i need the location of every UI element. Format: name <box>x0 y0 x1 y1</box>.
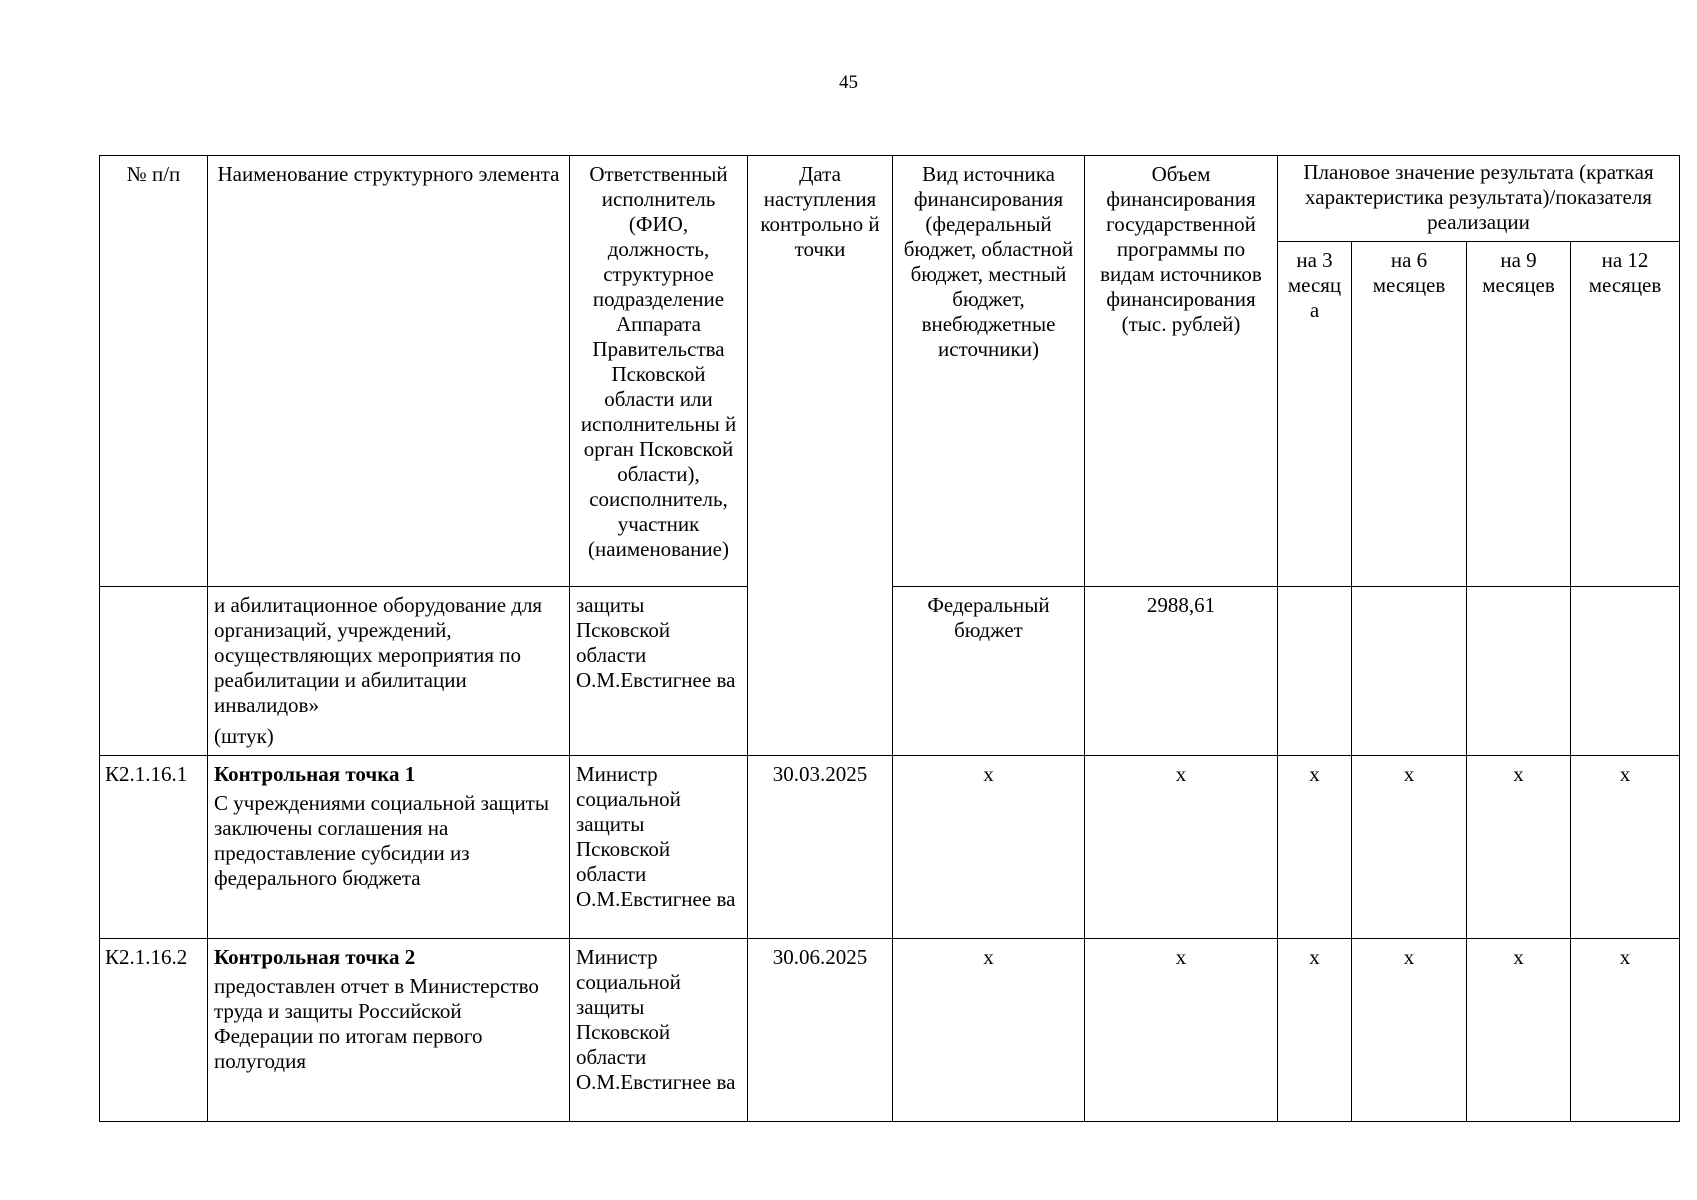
cont-unit: (штук) <box>214 724 274 748</box>
row-m3: х <box>1278 939 1352 1122</box>
row-m9: х <box>1467 939 1571 1122</box>
row-source: х <box>893 939 1085 1122</box>
cont-m9 <box>1467 587 1571 756</box>
header-m12: на 12 месяцев <box>1571 242 1680 587</box>
row-date: 30.06.2025 <box>748 939 893 1122</box>
cont-m3 <box>1278 587 1352 756</box>
row-m6: х <box>1352 939 1467 1122</box>
row-m6: х <box>1352 756 1467 939</box>
table-row <box>100 756 1680 939</box>
cont-volume: 2988,61 <box>1085 587 1278 756</box>
header-responsible: Ответственный исполнитель (ФИО, должность, структурное подразделение Аппарата Правительства Псковской области или исполнительны й орган Псковской области), соисполнитель, участник (наименование) <box>570 156 748 587</box>
header-volume: Объем финансирования государственной программы по видам источников финансирования (тыс. рублей) <box>1085 156 1278 587</box>
row-responsible: Министр социальной защиты Псковской области О.М.Евстигнее ва <box>570 756 748 939</box>
header-m6: на 6 месяцев <box>1352 242 1467 587</box>
cont-responsible: защиты Псковской области О.М.Евстигнее ва <box>570 587 748 756</box>
page-number: 45 <box>839 72 858 93</box>
header-m9: на 9 месяцев <box>1467 242 1571 587</box>
header-date: Дата наступления контрольно й точки <box>748 156 893 756</box>
cont-source: Федеральный бюджет <box>893 587 1085 756</box>
row-name <box>208 939 570 1122</box>
row-source: х <box>893 756 1085 939</box>
cont-num <box>100 587 208 756</box>
row-responsible: Министр социальной защиты Псковской области О.М.Евстигнее ва <box>570 939 748 1122</box>
row-num: К2.1.16.2 <box>100 939 208 1122</box>
row-title: Контрольная точка 1 <box>214 762 416 786</box>
header-row <box>100 156 1680 242</box>
header-source: Вид источника финансирования (федеральный бюджет, областной бюджет, местный бюджет, внебюджетные источники) <box>893 156 1085 587</box>
header-plan: Плановое значение результата (краткая характеристика результата)/показателя реализации <box>1278 156 1680 242</box>
row-m12: х <box>1571 756 1680 939</box>
row-desc: С учреждениями социальной защиты заключены соглашения на предоставление субсидии из федерального бюджета <box>214 791 549 890</box>
row-volume: х <box>1085 756 1278 939</box>
header-name: Наименование структурного элемента <box>208 156 570 587</box>
header-num: № п/п <box>100 156 208 587</box>
row-name <box>208 756 570 939</box>
row-m9: х <box>1467 756 1571 939</box>
control-points-table <box>99 155 1680 1122</box>
row-date: 30.03.2025 <box>748 756 893 939</box>
header-m3: на 3 месяц а <box>1278 242 1352 587</box>
row-desc: предоставлен отчет в Министерство труда и защиты Российской Федерации по итогам первого полугодия <box>214 974 539 1073</box>
row-title: Контрольная точка 2 <box>214 945 416 969</box>
cont-m12 <box>1571 587 1680 756</box>
row-m3: х <box>1278 756 1352 939</box>
table-row <box>100 939 1680 1122</box>
row-num: К2.1.16.1 <box>100 756 208 939</box>
cont-m6 <box>1352 587 1467 756</box>
cont-name <box>208 587 570 756</box>
row-volume: х <box>1085 939 1278 1122</box>
cont-name-text: и абилитационное оборудование для организаций, учреждений, осуществляющих мероприятия по реабилитации и абилитации инвалидов» <box>214 593 543 717</box>
row-m12: х <box>1571 939 1680 1122</box>
